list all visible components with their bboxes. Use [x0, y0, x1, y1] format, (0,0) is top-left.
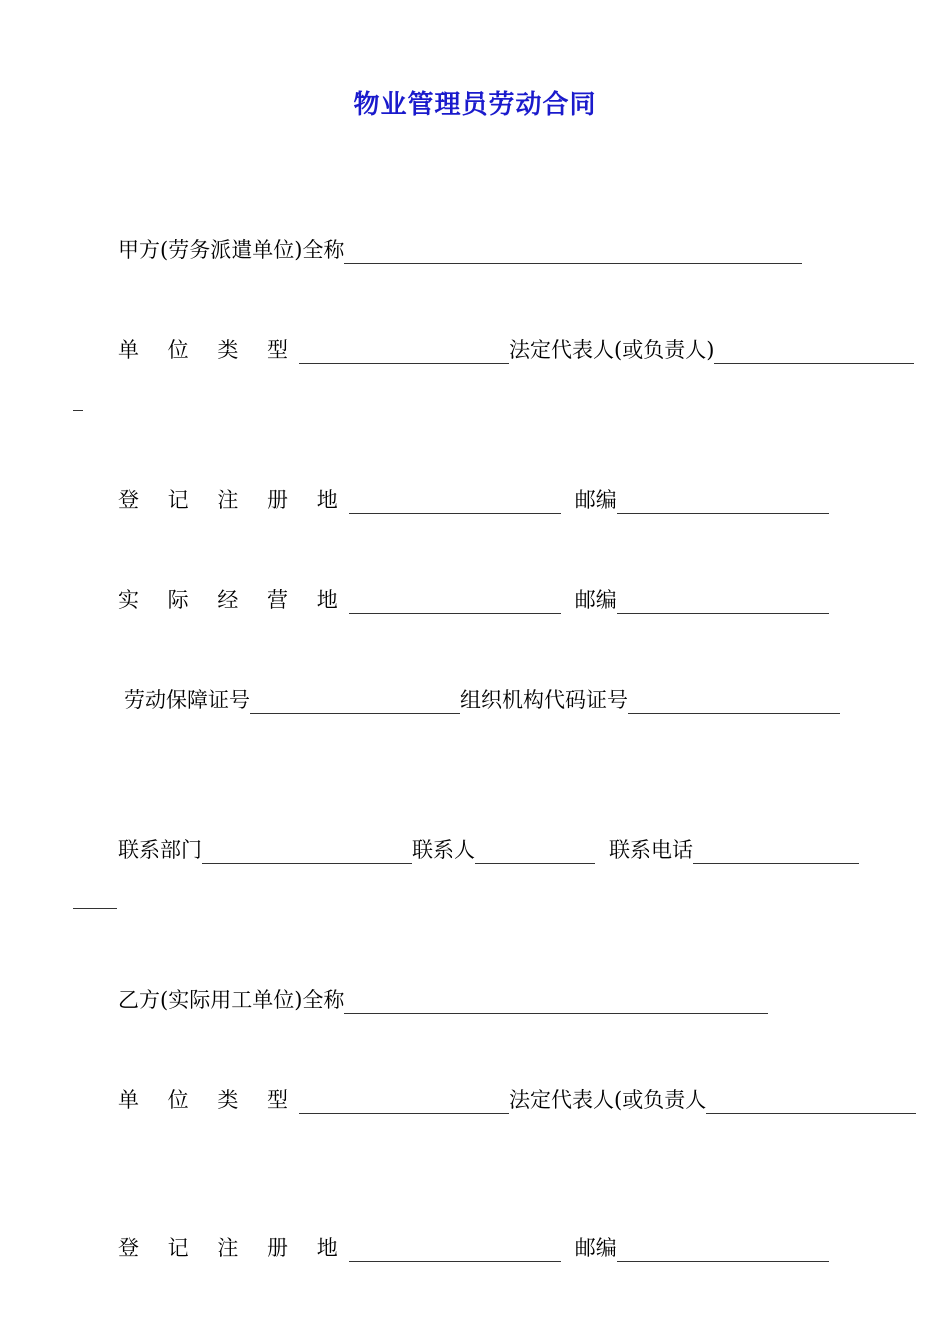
- document-title: 物业管理员劳动合同: [353, 90, 597, 120]
- party-b-reg-row: [118, 1234, 829, 1262]
- party-b-type-label: 单 位 类 型: [118, 1088, 300, 1112]
- party-a-postcode-2-blank[interactable]: [617, 591, 829, 614]
- party-a-contact-person-label: 联系人: [412, 838, 475, 862]
- party-a-actual-blank[interactable]: [349, 591, 561, 614]
- party-a-contact-dept-blank[interactable]: [202, 841, 412, 864]
- party-a-contact-phone-label: 联系电话: [609, 838, 693, 862]
- party-a-reg-row: [118, 486, 829, 514]
- party-b-postcode-label: 邮编: [574, 1236, 617, 1260]
- party-b-reg-blank[interactable]: [349, 1239, 561, 1262]
- party-a-name-row: [118, 236, 802, 264]
- party-a-legal-rep-label: 法定代表人(或负责人): [509, 338, 715, 362]
- party-a-contact-phone-blank-continued: [73, 908, 117, 909]
- party-b-name-blank[interactable]: [344, 991, 768, 1014]
- party-a-cert-row: [124, 686, 840, 714]
- party-a-type-label: 单 位 类 型: [118, 338, 300, 362]
- party-a-actual-row: [118, 586, 829, 614]
- party-b-type-row: [118, 1086, 916, 1114]
- party-b-type-blank[interactable]: [299, 1091, 509, 1114]
- party-a-actual-label: 实 际 经 营 地: [118, 588, 349, 612]
- party-b-reg-label: 登 记 注 册 地: [118, 1236, 349, 1260]
- party-a-postcode-label: 邮编: [574, 488, 617, 512]
- party-a-reg-blank[interactable]: [349, 491, 561, 514]
- party-a-legal-rep-blank[interactable]: [714, 341, 914, 364]
- party-a-postcode-2-label: 邮编: [574, 588, 617, 612]
- party-a-org-code-label: 组织机构代码证号: [460, 688, 628, 712]
- party-a-contact-person-blank[interactable]: [475, 841, 595, 864]
- party-b-name-label: 乙方(实际用工单位)全称: [118, 988, 345, 1012]
- party-a-labor-cert-label: 劳动保障证号: [124, 688, 250, 712]
- party-a-contact-phone-blank[interactable]: [693, 841, 859, 864]
- party-a-postcode-blank[interactable]: [617, 491, 829, 514]
- party-a-name-blank[interactable]: [344, 241, 802, 264]
- party-a-name-label: 甲方(劳务派遣单位)全称: [118, 238, 345, 262]
- party-a-contact-row: [118, 836, 859, 864]
- party-a-legal-rep-blank-continued: [73, 410, 83, 411]
- party-a-labor-cert-blank[interactable]: [250, 691, 460, 714]
- party-b-postcode-blank[interactable]: [617, 1239, 829, 1262]
- party-a-reg-label: 登 记 注 册 地: [118, 488, 349, 512]
- party-a-type-blank[interactable]: [299, 341, 509, 364]
- party-a-type-row: [118, 336, 914, 364]
- party-b-name-row: [118, 986, 768, 1014]
- party-a-contact-dept-label: 联系部门: [118, 838, 202, 862]
- party-b-legal-rep-blank[interactable]: [706, 1091, 916, 1114]
- party-b-legal-rep-label: 法定代表人(或负责人: [509, 1088, 707, 1112]
- party-a-org-code-blank[interactable]: [628, 691, 840, 714]
